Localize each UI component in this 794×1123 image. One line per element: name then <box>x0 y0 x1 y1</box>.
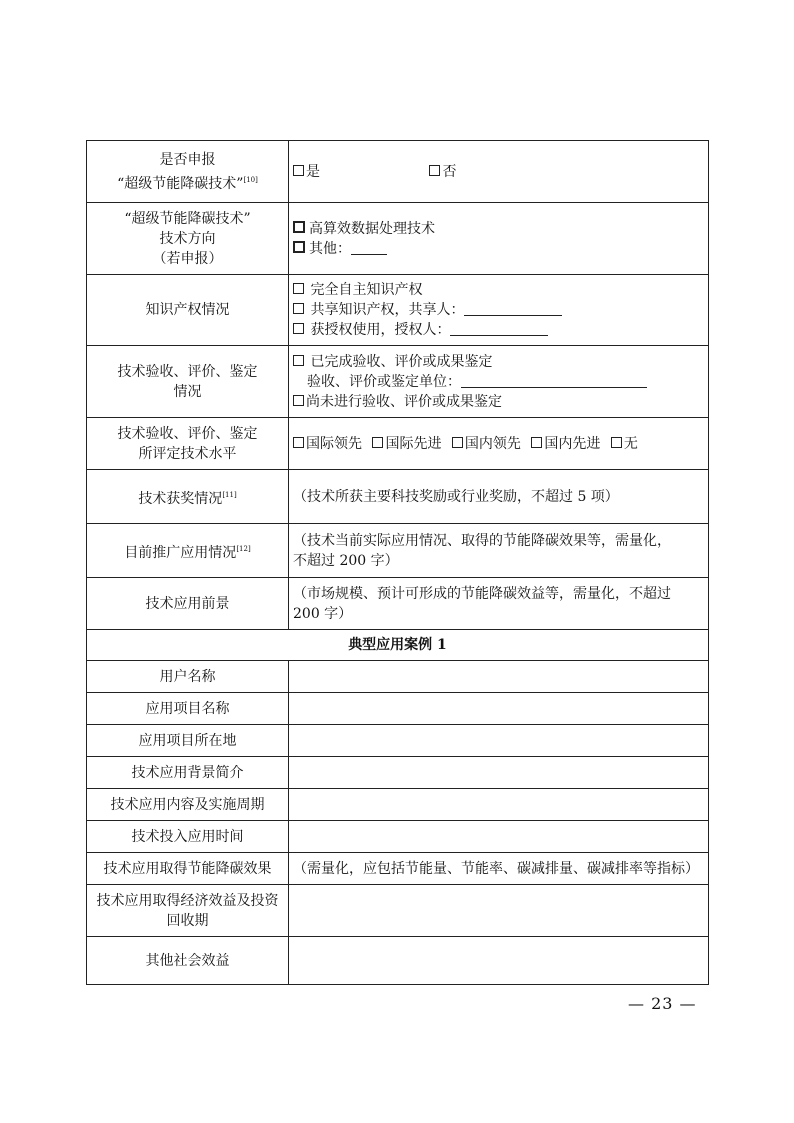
option-label: 获授权使用，授权人： <box>310 322 451 338</box>
checkbox-other[interactable] <box>293 241 305 253</box>
checkbox-no[interactable] <box>429 165 440 176</box>
row-tech-level <box>87 418 709 470</box>
option-label: 国内先进 <box>544 435 601 452</box>
case-value[interactable] <box>289 789 709 821</box>
label-line: 情况 <box>173 383 202 400</box>
value-tech-level <box>289 418 709 470</box>
label-tech-level <box>87 418 289 470</box>
row-promotion <box>87 524 709 578</box>
case-label: 技术应用取得节能降碳效果 <box>87 853 289 885</box>
option-label: 其他： <box>309 240 351 257</box>
hint-text: 200 字） <box>293 605 353 622</box>
case-value[interactable] <box>289 661 709 693</box>
row-awards <box>87 470 709 524</box>
application-form-table <box>86 140 709 985</box>
checkbox-none[interactable] <box>611 437 622 448</box>
case-label: 技术投入应用时间 <box>87 821 289 853</box>
case-row <box>87 725 709 757</box>
case-row <box>87 937 709 985</box>
case-row <box>87 757 709 789</box>
checkbox-yes[interactable] <box>293 165 304 176</box>
case-label: 技术应用背景简介 <box>87 757 289 789</box>
case-value[interactable] <box>289 885 709 937</box>
option-no-label: 否 <box>442 163 457 180</box>
case-label: 其他社会效益 <box>87 937 289 985</box>
unit-field[interactable] <box>461 373 647 388</box>
case-row <box>87 885 709 937</box>
option-label: 国内领先 <box>464 435 521 452</box>
case-value[interactable] <box>289 937 709 985</box>
label-line: 是否申报 <box>159 151 216 168</box>
label-awards: 技术获奖情况[11] <box>87 470 289 524</box>
value-acceptance <box>289 346 709 418</box>
value-awards[interactable] <box>289 470 709 524</box>
hint-text: （技术所获主要科技奖励或行业奖励，不超过 5 项） <box>293 488 619 505</box>
case-label: 应用项目名称 <box>87 693 289 725</box>
value-tech-direction <box>289 203 709 275</box>
label-line: 技术验收、评价、鉴定 <box>117 425 258 442</box>
option-label: 已完成验收、评价或成果鉴定 <box>310 353 493 370</box>
checkbox-completed[interactable] <box>293 355 304 366</box>
checkbox-own-ip[interactable] <box>293 283 304 294</box>
label-declare-super <box>87 141 289 203</box>
case-row <box>87 853 709 885</box>
row-prospect <box>87 578 709 630</box>
case-label: 技术应用内容及实施周期 <box>87 789 289 821</box>
licensor-field[interactable] <box>450 321 548 336</box>
option-label: 完全自主知识产权 <box>310 282 423 298</box>
label-ip-status: 知识产权情况 <box>87 275 289 346</box>
page-number: — 23 — <box>628 994 697 1013</box>
value-declare-super <box>289 141 709 203</box>
row-acceptance <box>87 346 709 418</box>
case-row <box>87 661 709 693</box>
case-row <box>87 693 709 725</box>
case-value[interactable] <box>289 693 709 725</box>
checkbox-intl-advanced[interactable] <box>372 437 383 448</box>
row-ip-status <box>87 275 709 346</box>
label-tech-direction <box>87 203 289 275</box>
unit-label: 验收、评价或鉴定单位： <box>307 373 461 390</box>
case-value[interactable] <box>289 821 709 853</box>
hint-text: （市场规模、预计可形成的节能降碳效益等，需量化，不超过 <box>293 585 671 602</box>
label-prospect: 技术应用前景 <box>87 578 289 630</box>
case-label: 用户名称 <box>87 661 289 693</box>
option-label: 共享知识产权，共享人： <box>310 302 465 318</box>
case-section-title: 典型应用案例 1 <box>87 630 709 661</box>
checkbox-shared-ip[interactable] <box>293 303 304 314</box>
option-label: 尚未进行验收、评价或成果鉴定 <box>306 393 502 410</box>
checkbox-licensed-ip[interactable] <box>293 323 304 334</box>
checkbox-domestic-advanced[interactable] <box>531 437 542 448</box>
option-label: 高算效数据处理技术 <box>309 220 435 237</box>
value-promotion[interactable] <box>289 524 709 578</box>
case-label: 技术应用取得经济效益及投资回收期 <box>87 885 289 937</box>
case-value[interactable] <box>289 757 709 789</box>
checkbox-domestic-leading[interactable] <box>452 437 463 448</box>
label-promotion: 目前推广应用情况[12] <box>87 524 289 578</box>
footnote-marker: [10] <box>243 175 258 184</box>
hint-text: （技术当前实际应用情况、取得的节能降碳效果等，需量化， <box>293 532 671 549</box>
option-label: 国际先进 <box>385 435 442 452</box>
case-label: 应用项目所在地 <box>87 725 289 757</box>
footnote-marker: [12] <box>236 544 251 553</box>
label-line: “超级节能降碳技术” <box>117 175 244 192</box>
label-line: 所评定技术水平 <box>138 445 237 462</box>
option-label: 国际领先 <box>306 435 362 452</box>
row-tech-direction <box>87 203 709 275</box>
row-case-section <box>87 630 709 661</box>
sharer-field[interactable] <box>464 301 562 316</box>
label-line: “超级节能降碳技术” <box>124 210 251 227</box>
other-direction-field[interactable] <box>351 240 387 255</box>
label-line: 技术方向 <box>159 230 216 247</box>
case-row <box>87 789 709 821</box>
row-declare-super <box>87 141 709 203</box>
option-yes-label: 是 <box>306 163 320 180</box>
checkbox-not-done[interactable] <box>293 395 304 406</box>
hint-text: 不超过 200 字） <box>293 552 399 569</box>
case-value[interactable] <box>289 725 709 757</box>
label-line: （若申报） <box>152 250 223 267</box>
label-acceptance <box>87 346 289 418</box>
label-line: 技术验收、评价、鉴定 <box>117 363 258 380</box>
case-row <box>87 821 709 853</box>
value-ip-status <box>289 275 709 346</box>
checkbox-intl-leading[interactable] <box>293 437 304 448</box>
option-label: 无 <box>623 435 638 452</box>
checkbox-high-efficiency[interactable] <box>293 221 305 233</box>
footnote-marker: [11] <box>222 490 237 499</box>
case-value[interactable]: （需量化，应包括节能量、节能率、碳减排量、碳减排率等指标） <box>289 853 709 885</box>
value-prospect[interactable] <box>289 578 709 630</box>
